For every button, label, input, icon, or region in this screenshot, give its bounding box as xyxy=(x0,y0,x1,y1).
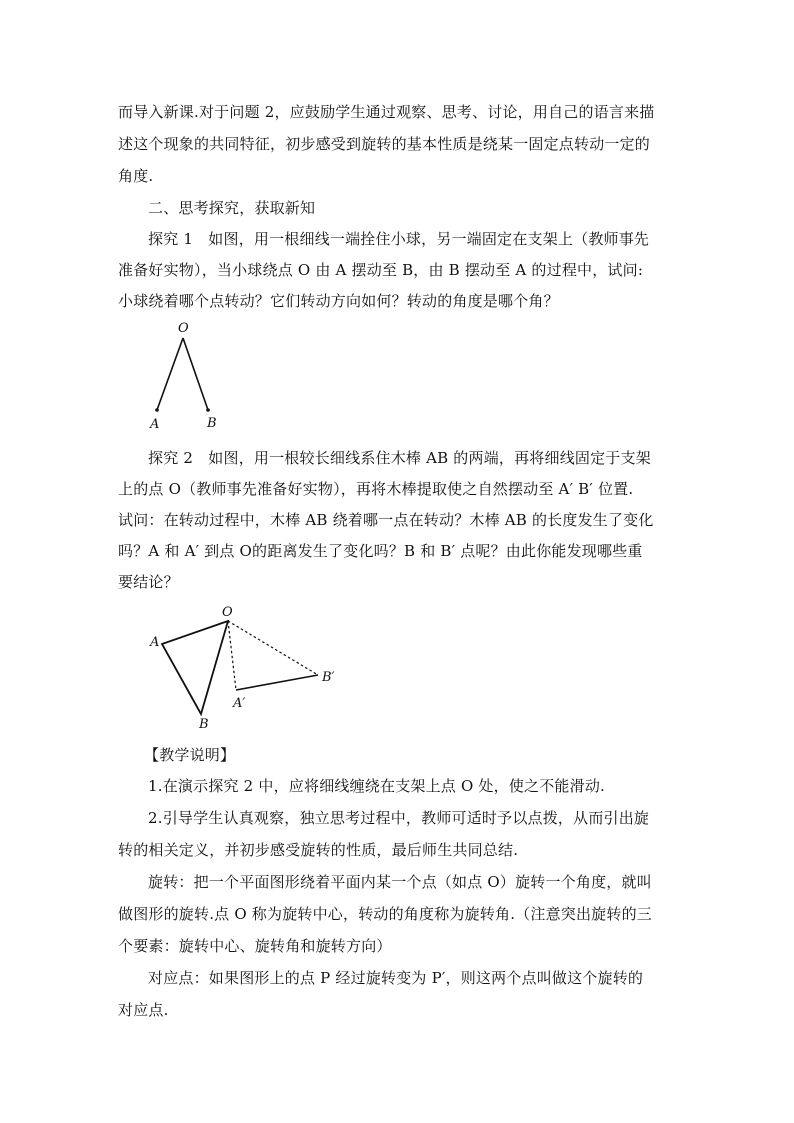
note-2-line-2: 转的相关定义，并初步感受旋转的性质，最后师生共同总结. xyxy=(118,841,519,859)
segment-ob xyxy=(183,338,208,410)
explore1-line-2: 准备好实物），当小球绕点 O 由 A 摆动至 B，由 B 摆动至 A 的过程中，试问: xyxy=(118,261,644,279)
rotation-def-line-2: 做图形的旋转.点 O 称为旋转中心，转动的角度称为旋转角.（注意突出旋转的三 xyxy=(118,905,652,923)
label-a: A xyxy=(150,417,160,432)
explore2-line-3: 试问：在转动过程中，木棒 AB 绕着哪一点在转动？木棒 AB 的长度发生了变化 xyxy=(118,511,654,529)
label-a: A xyxy=(150,635,160,650)
point-b xyxy=(206,408,210,412)
explore2-line-2: 上的点 O（教师事先准备好实物），再将木棒提取使之自然摆动至 A′ B′ 位置. xyxy=(118,480,634,498)
explore1-line-1: 探究 1 如图，用一根细线一端拴住小球，另一端固定在支架上（教师事先 xyxy=(148,230,650,248)
rotation-figure xyxy=(140,600,360,734)
teaching-heading: 【教学说明】 xyxy=(144,746,236,764)
pendulum-figure xyxy=(140,318,240,434)
dashed-oa-prime xyxy=(228,621,236,690)
label-b: B xyxy=(207,416,217,431)
note-2-line-1: 2.引导学生认真观察，独立思考过程中，教师可适时予以点拨，从而引出旋 xyxy=(148,809,650,827)
intro-line-3: 角度. xyxy=(118,167,154,185)
rotation-def-line-3: 个要素：旋转中心、旋转角和旋转方向） xyxy=(118,937,392,955)
section-heading: 二、思考探究，获取新知 xyxy=(148,199,316,217)
corresponding-def-line-2: 对应点. xyxy=(118,1001,169,1019)
segment-a-prime-b-prime xyxy=(236,675,318,690)
dashed-ob-prime xyxy=(228,621,318,675)
rotation-def-line-1: 旋转：把一个平面图形绕着平面内某一个点（如点 O）旋转一个角度，就叫 xyxy=(148,873,652,891)
label-b: B xyxy=(199,717,209,732)
label-o: O xyxy=(178,321,189,336)
intro-line-2: 述这个现象的共同特征，初步感受到旋转的基本性质是绕某一固定点转动一定的 xyxy=(118,135,651,153)
explore2-line-5: 要结论？ xyxy=(118,573,179,591)
corresponding-def-line-1: 对应点：如果图形上的点 P 经过旋转变为 P′，则这两个点叫做这个旋转的 xyxy=(148,969,644,987)
explore2-line-1: 探究 2 如图，用一根较长细线系住木棒 AB 的两端，再将细线固定于支架 xyxy=(148,449,651,467)
triangle-oab xyxy=(162,621,228,714)
label-o: O xyxy=(222,605,233,620)
explore2-line-4: 吗？A 和 A′ 到点 O的距离发生了变化吗？B 和 B′ 点呢？由此你能发现哪些重 xyxy=(118,542,643,560)
label-a-prime: A′ xyxy=(233,696,246,711)
segment-oa xyxy=(157,338,183,410)
label-b-prime: B′ xyxy=(322,670,335,685)
intro-line-1: 而导入新课.对于问题 2，应鼓励学生通过观察、思考、讨论，用自己的语言来描 xyxy=(118,103,655,121)
note-1: 1.在演示探究 2 中，应将细线缠绕在支架上点 O 处，使之不能滑动. xyxy=(148,777,605,795)
explore1-line-3: 小球绕着哪个点转动？它们转动方向如何？转动的角度是哪个角？ xyxy=(118,292,559,310)
point-a xyxy=(155,408,159,412)
